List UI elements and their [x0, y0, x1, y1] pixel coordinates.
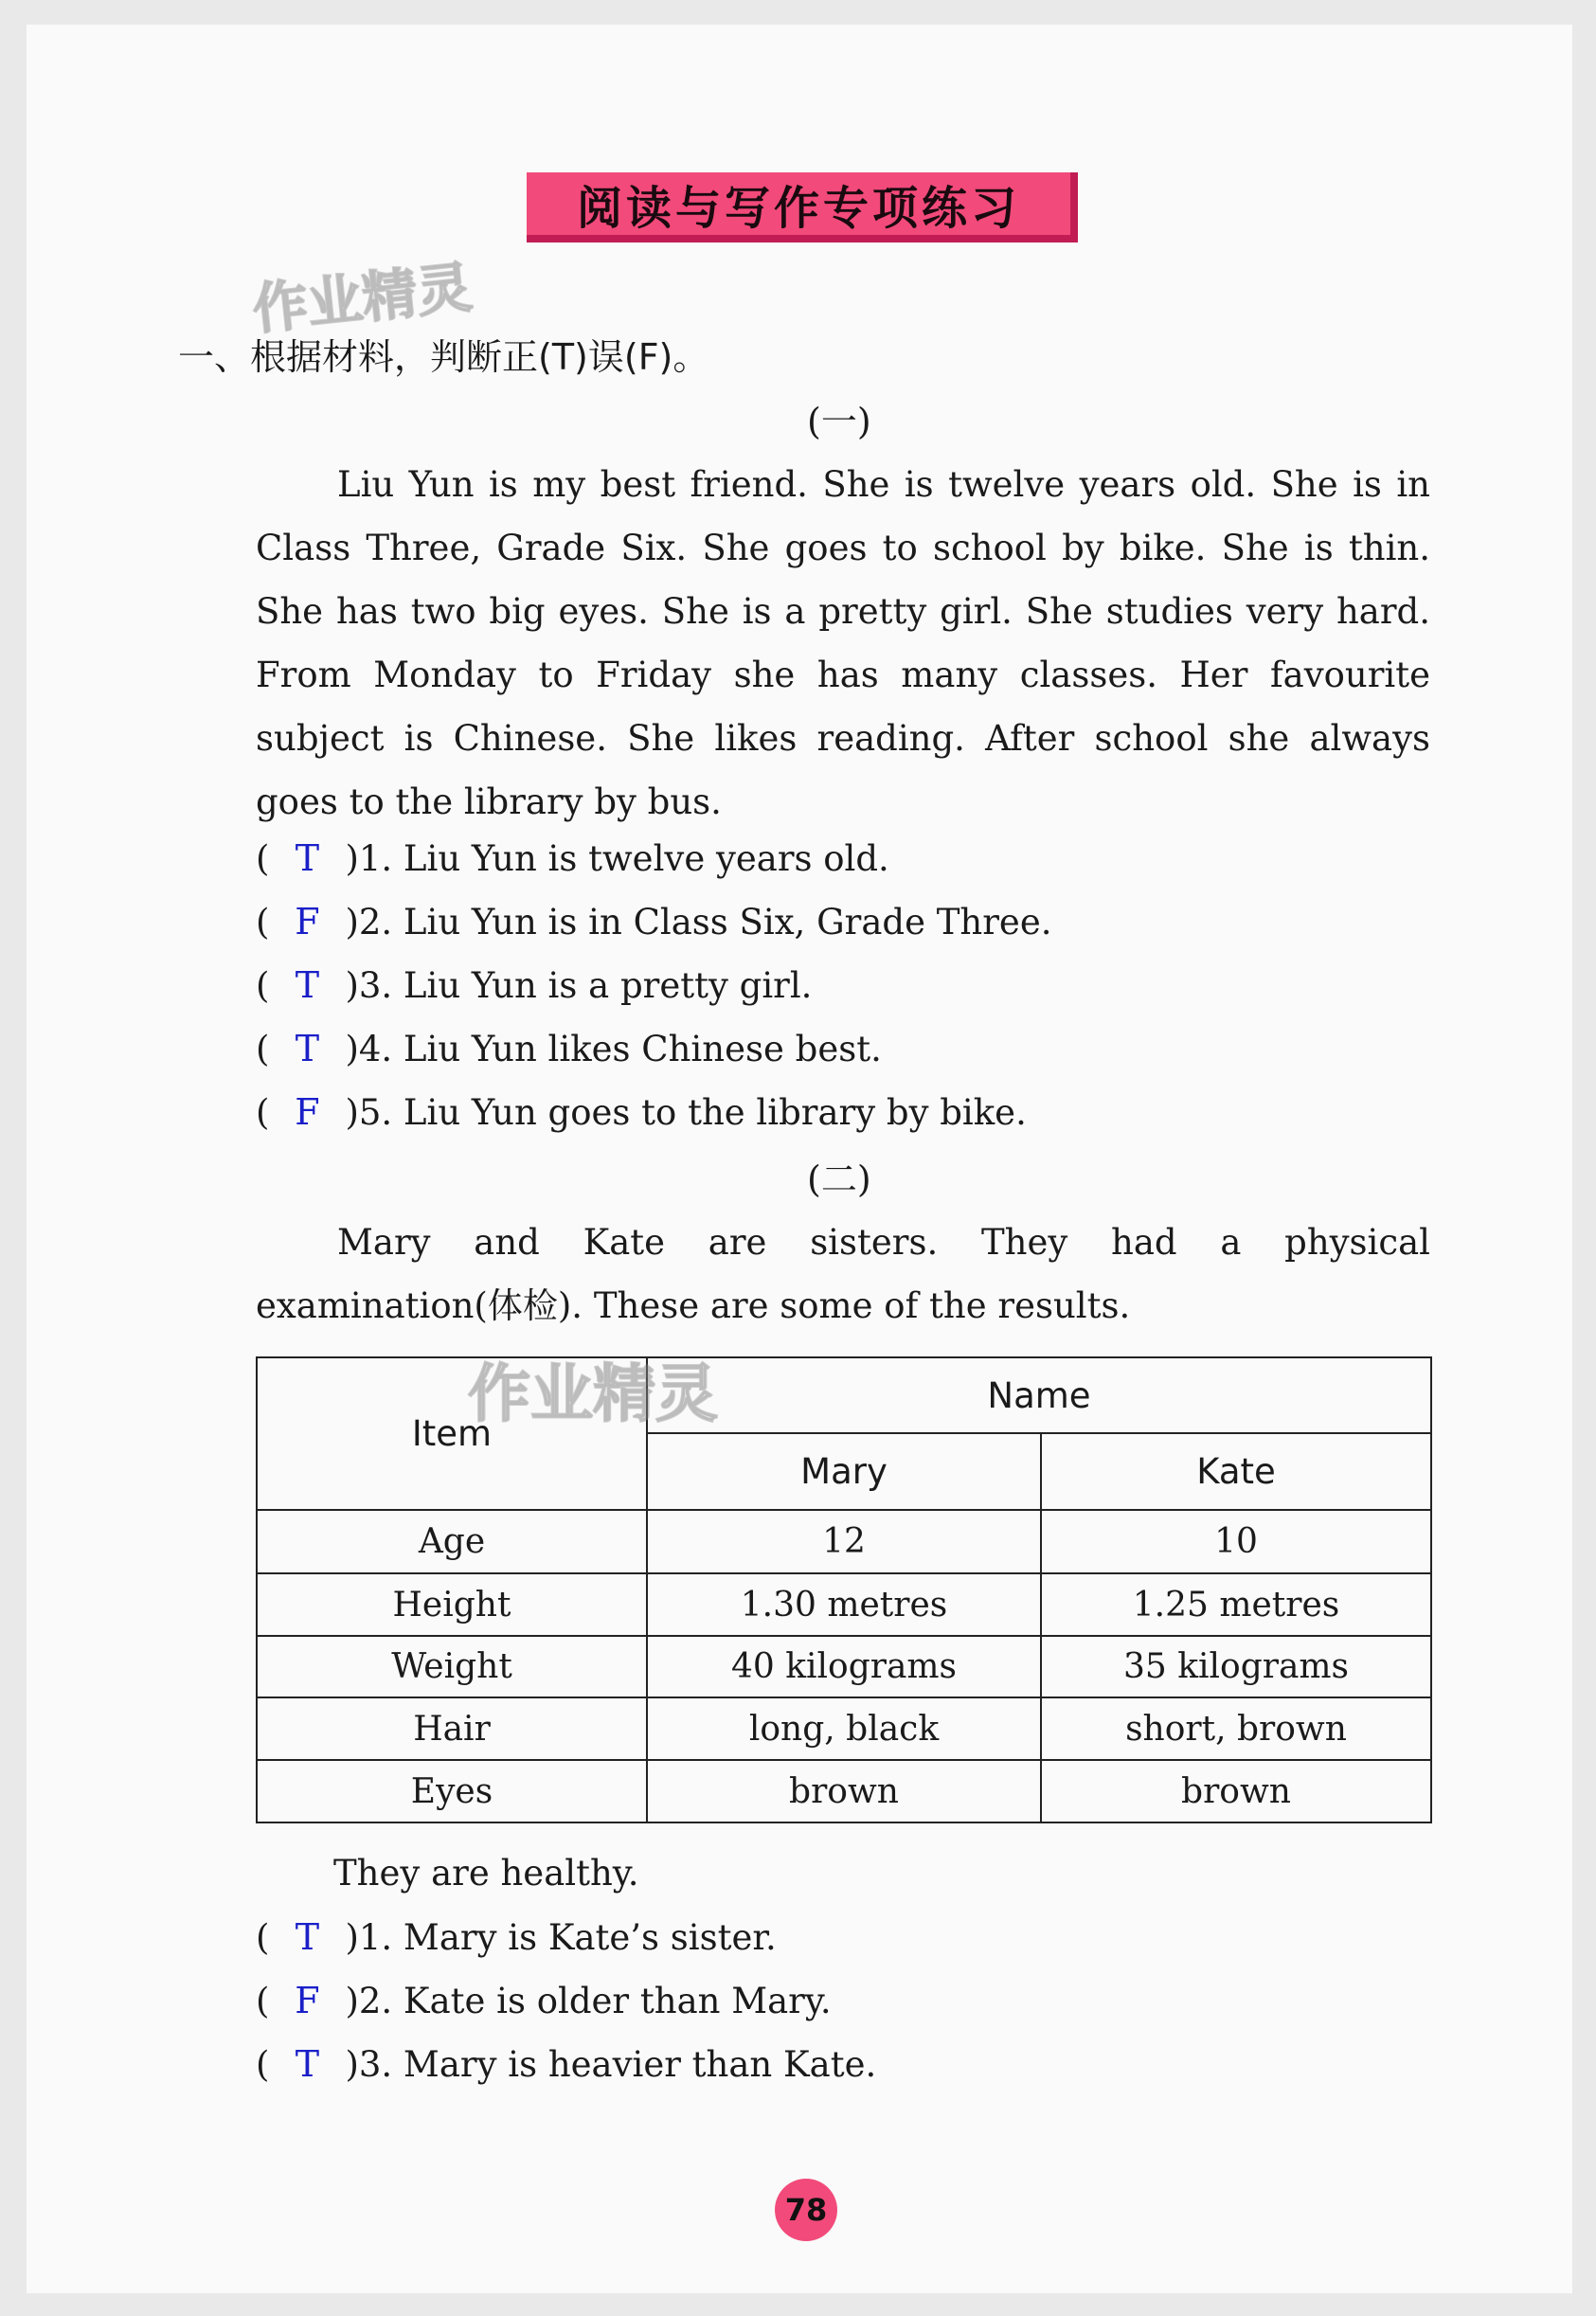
answer: T — [295, 837, 320, 879]
table-row — [257, 1573, 1431, 1636]
row-item: Hair — [257, 1697, 647, 1760]
results-table — [256, 1356, 1432, 1823]
question-text: )1. Liu Yun is twelve years old. — [345, 838, 889, 879]
mary-header: Mary — [647, 1433, 1041, 1510]
part1-question-3: ( T )3. Liu Yun is a pretty girl. — [256, 964, 813, 1006]
answer: F — [295, 1980, 320, 2021]
table-row — [257, 1510, 1431, 1573]
part2-after-text: They are healthy. — [333, 1853, 639, 1894]
row-item: Age — [257, 1510, 647, 1573]
question-text: )2. Kate is older than Mary. — [345, 1981, 832, 2021]
answer: T — [295, 2043, 320, 2085]
part2-passage — [256, 1211, 1430, 1338]
part1-question-4: ( T )4. Liu Yun likes Chinese best. — [256, 1028, 882, 1069]
question-text: )4. Liu Yun likes Chinese best. — [345, 1029, 882, 1069]
item-header: Item — [257, 1357, 647, 1510]
part2-question-1: ( T )1. Mary is Kate’s sister. — [256, 1916, 777, 1958]
part1-title: (一) — [807, 401, 871, 442]
kate-header: Kate — [1041, 1433, 1431, 1510]
row-mary: brown — [647, 1760, 1041, 1822]
banner-title — [527, 172, 1078, 242]
answer: T — [295, 1916, 320, 1958]
row-mary: 1.30 metres — [647, 1573, 1041, 1636]
row-mary: long, black — [647, 1697, 1041, 1760]
banner-title-text: 阅读与写作专项练习 — [576, 181, 1020, 235]
row-kate: 35 kilograms — [1041, 1636, 1431, 1697]
question-text: )3. Liu Yun is a pretty girl. — [345, 965, 813, 1006]
name-header: Name — [647, 1357, 1431, 1433]
part2-passage-text: Mary and Kate are sisters. They had a physical examination(体检). These are some of the results. — [256, 1222, 1430, 1326]
watermark: 作业精灵 — [249, 255, 475, 342]
row-kate: brown — [1041, 1760, 1431, 1822]
part2-question-3: ( T )3. Mary is heavier than Kate. — [256, 2043, 877, 2085]
answer: T — [295, 1028, 320, 1069]
page-number: 78 — [775, 2179, 837, 2241]
watermark: 作业精灵 — [468, 1357, 718, 1430]
row-mary: 12 — [647, 1510, 1041, 1573]
row-item: Weight — [257, 1636, 647, 1697]
part1-question-1: ( T )1. Liu Yun is twelve years old. — [256, 837, 889, 879]
part1-passage-text: Liu Yun is my best friend. She is twelve years old. She is in Class Three, Grade Six. She goes to school by bike. She is thin. She has two big eyes. She is a pretty girl. She studies very hard. From Monday to Friday she has many classes. Her favourite subject is Chinese. She likes reading. After school she always goes to the library by bus. — [256, 464, 1430, 822]
row-item: Height — [257, 1573, 647, 1636]
table-row — [257, 1760, 1431, 1822]
row-mary: 40 kilograms — [647, 1636, 1041, 1697]
row-kate: short, brown — [1041, 1697, 1431, 1760]
row-item: Eyes — [257, 1760, 647, 1822]
answer: F — [295, 901, 320, 943]
part2-question-2: ( F )2. Kate is older than Mary. — [256, 1980, 832, 2021]
question-text: )5. Liu Yun goes to the library by bike. — [345, 1092, 1027, 1133]
answer: T — [295, 964, 320, 1006]
question-text: )3. Mary is heavier than Kate. — [345, 2044, 877, 2085]
part2-title: (二) — [807, 1158, 871, 1200]
question-text: )2. Liu Yun is in Class Six, Grade Three. — [345, 902, 1052, 943]
question-text: )1. Mary is Kate’s sister. — [345, 1917, 777, 1958]
section-instruction: 一、根据材料，判断正(T)误(F)。 — [178, 336, 709, 378]
answer: F — [295, 1091, 320, 1133]
part1-question-2: ( F )2. Liu Yun is in Class Six, Grade Three. — [256, 901, 1052, 943]
row-kate: 10 — [1041, 1510, 1431, 1573]
row-kate: 1.25 metres — [1041, 1573, 1431, 1636]
part1-passage — [256, 453, 1430, 834]
table-row — [257, 1636, 1431, 1697]
table-row — [257, 1697, 1431, 1760]
part1-question-5: ( F )5. Liu Yun goes to the library by bike. — [256, 1091, 1027, 1133]
